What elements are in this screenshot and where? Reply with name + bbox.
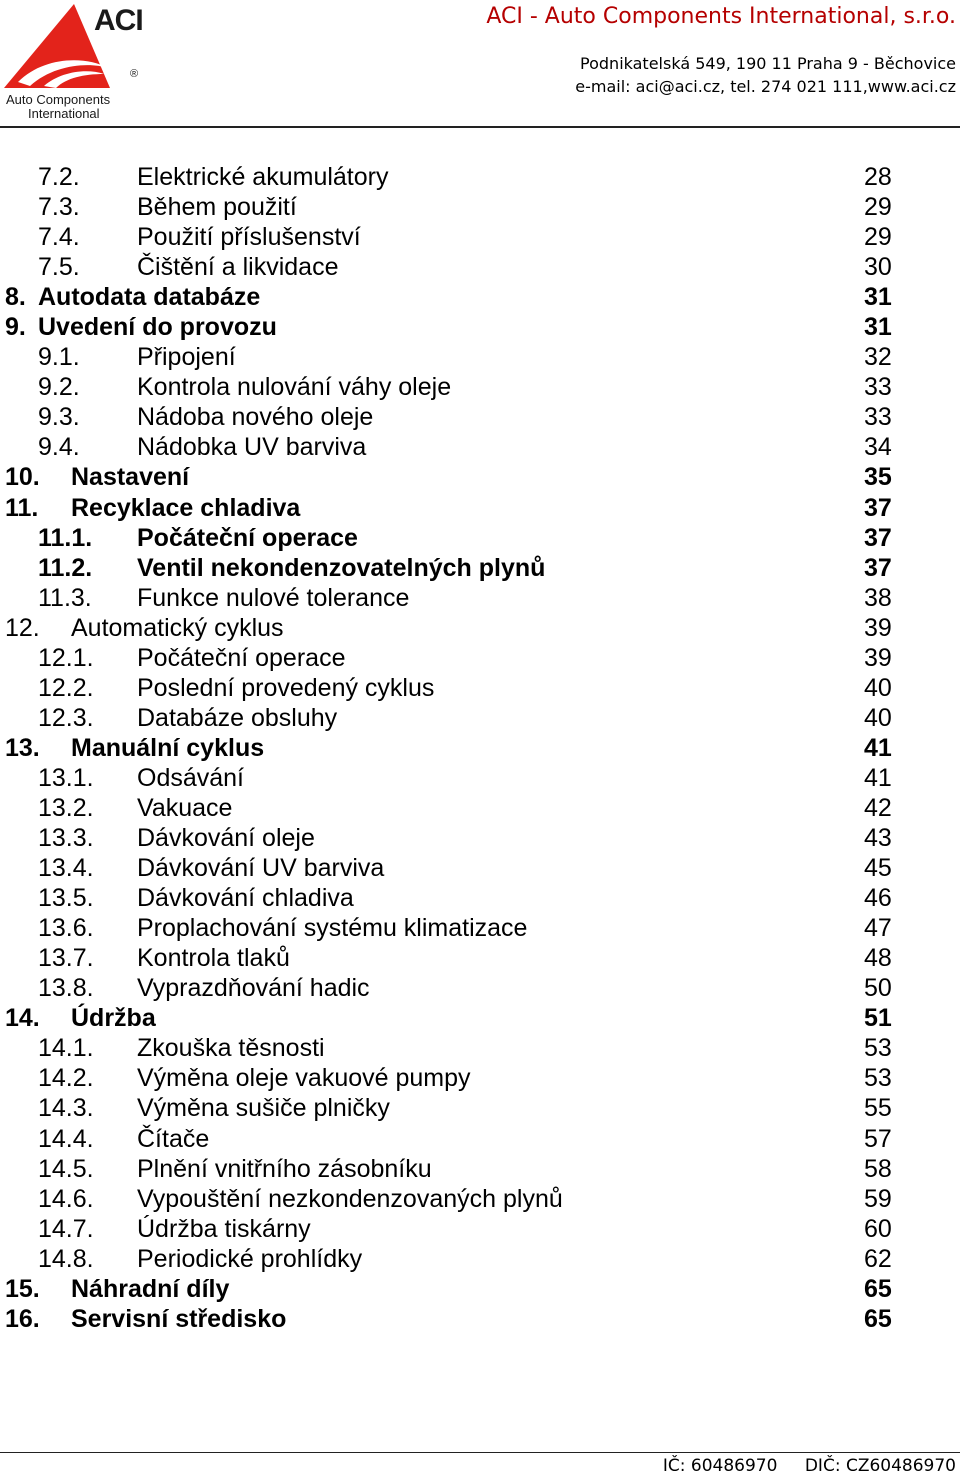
toc-entry-number: 14.5.	[38, 1154, 94, 1183]
toc-entry[interactable]	[0, 553, 960, 583]
aci-logo	[4, 2, 144, 122]
toc-entry-page: 41	[864, 733, 892, 762]
toc-entry-number: 13.7.	[38, 944, 94, 973]
toc-entry-number: 7.5.	[38, 253, 80, 282]
toc-entry[interactable]	[0, 1154, 960, 1184]
toc-entry-title: Servisní středisko	[71, 1304, 287, 1333]
toc-entry-page: 39	[864, 613, 892, 642]
toc-entry[interactable]	[0, 1033, 960, 1063]
toc-entry-number: 14.4.	[38, 1124, 94, 1153]
toc-entry[interactable]	[0, 1244, 960, 1274]
toc-entry-page: 29	[864, 193, 892, 222]
toc-entry-title: Kontrola tlaků	[137, 944, 290, 973]
toc-entry-number: 12.	[5, 613, 40, 642]
toc-entry[interactable]	[0, 1093, 960, 1123]
toc-entry-title: Ventil nekondenzovatelných plynů	[137, 553, 546, 582]
toc-entry[interactable]	[0, 793, 960, 823]
toc-entry-title: Dávkování chladiva	[137, 884, 354, 913]
toc-entry-title: Autodata databáze	[38, 283, 261, 312]
logo-subtitle-2: International	[28, 106, 100, 121]
toc-entry-number: 13.1.	[38, 763, 94, 792]
toc-entry-title: Použití příslušenství	[137, 223, 361, 252]
toc-entry[interactable]	[0, 643, 960, 673]
toc-entry-page: 45	[864, 854, 892, 883]
toc-entry[interactable]	[0, 402, 960, 432]
toc-entry-title: Náhradní díly	[71, 1274, 230, 1303]
toc-entry-number: 12.3.	[38, 703, 94, 732]
toc-entry[interactable]	[0, 583, 960, 613]
toc-entry-number: 12.1.	[38, 643, 94, 672]
toc-entry[interactable]	[0, 1304, 960, 1334]
toc-entry-page: 59	[864, 1184, 892, 1213]
toc-entry[interactable]	[0, 973, 960, 1003]
toc-entry[interactable]	[0, 282, 960, 312]
toc-entry[interactable]	[0, 853, 960, 883]
toc-entry-number: 13.	[5, 733, 40, 762]
toc-entry-page: 51	[864, 1004, 892, 1033]
toc-entry[interactable]	[0, 312, 960, 342]
toc-entry-title: Odsávání	[137, 763, 245, 792]
toc-entry-page: 31	[864, 313, 892, 342]
toc-entry-title: Manuální cyklus	[71, 733, 265, 762]
toc-entry-number: 13.8.	[38, 974, 94, 1003]
toc-entry-page: 30	[864, 253, 892, 282]
toc-entry-number: 9.1.	[38, 343, 80, 372]
toc-entry-title: Čítače	[137, 1124, 210, 1153]
toc-entry-title: Databáze obsluhy	[137, 703, 338, 732]
toc-entry-title: Počáteční operace	[137, 643, 346, 672]
toc-entry-page: 41	[864, 763, 892, 792]
toc-entry-title: Funkce nulové tolerance	[137, 583, 410, 612]
footer-divider	[0, 1452, 960, 1453]
toc-entry-title: Zkouška těsnosti	[137, 1034, 325, 1063]
toc-entry-title: Automatický cyklus	[71, 613, 284, 642]
toc-entry-page: 29	[864, 223, 892, 252]
header-divider	[0, 126, 960, 128]
toc-entry-page: 37	[864, 523, 892, 552]
company-contact: e-mail: aci@aci.cz, tel. 274 021 111,www.aci.cz	[575, 77, 956, 96]
toc-entry-page: 37	[864, 553, 892, 582]
toc-entry-number: 11.3.	[38, 583, 92, 612]
toc-entry-page: 65	[864, 1274, 892, 1303]
toc-entry-number: 13.6.	[38, 914, 94, 943]
toc-entry-title: Vyprazdňování hadic	[137, 974, 370, 1003]
toc-entry-title: Nastavení	[71, 463, 190, 492]
toc-entry-page: 50	[864, 974, 892, 1003]
toc-entry-page: 60	[864, 1214, 892, 1243]
toc-entry-number: 9.4.	[38, 433, 80, 462]
toc-entry-title: Periodické prohlídky	[137, 1244, 363, 1273]
toc-entry-title: Poslední provedený cyklus	[137, 673, 435, 702]
toc-entry[interactable]	[0, 913, 960, 943]
toc-entry[interactable]	[0, 342, 960, 372]
toc-entry-page: 37	[864, 493, 892, 522]
logo-brand: ACI	[94, 4, 143, 37]
toc-entry-page: 40	[864, 703, 892, 732]
toc-entry[interactable]	[0, 1184, 960, 1214]
toc-entry[interactable]	[0, 1274, 960, 1304]
toc-entry-page: 33	[864, 403, 892, 432]
toc-entry-number: 9.3.	[38, 403, 80, 432]
toc-entry-title: Dávkování UV barviva	[137, 854, 385, 883]
toc-entry-number: 14.6.	[38, 1184, 94, 1213]
toc-entry-number: 14.7.	[38, 1214, 94, 1243]
toc-entry-title: Vypouštění nezkondenzovaných plynů	[137, 1184, 563, 1213]
table-of-contents	[0, 162, 960, 1334]
toc-entry[interactable]	[0, 222, 960, 252]
toc-entry-title: Výměna sušiče plničky	[137, 1094, 390, 1123]
toc-entry-number: 14.8.	[38, 1244, 94, 1273]
toc-entry[interactable]	[0, 1124, 960, 1154]
toc-entry[interactable]	[0, 703, 960, 733]
toc-entry-title: Připojení	[137, 343, 236, 372]
toc-entry-title: Recyklace chladiva	[71, 493, 301, 522]
toc-entry[interactable]	[0, 883, 960, 913]
toc-entry-page: 53	[864, 1064, 892, 1093]
toc-entry-title: Kontrola nulování váhy oleje	[137, 373, 452, 402]
toc-entry-page: 34	[864, 433, 892, 462]
toc-entry-number: 9.	[5, 313, 26, 342]
company-address: Podnikatelská 549, 190 11 Praha 9 - Běchovice	[580, 54, 956, 73]
toc-entry[interactable]	[0, 192, 960, 222]
toc-entry-number: 15.	[5, 1274, 40, 1303]
toc-entry[interactable]	[0, 1214, 960, 1244]
toc-entry-page: 38	[864, 583, 892, 612]
toc-entry-title: Plnění vnitřního zásobníku	[137, 1154, 432, 1183]
toc-entry-page: 39	[864, 643, 892, 672]
registered-mark: ®	[130, 68, 139, 80]
toc-entry[interactable]	[0, 162, 960, 192]
toc-entry-page: 57	[864, 1124, 892, 1153]
toc-entry[interactable]	[0, 432, 960, 462]
toc-entry-page: 32	[864, 343, 892, 372]
toc-entry[interactable]	[0, 1063, 960, 1093]
toc-entry[interactable]	[0, 1003, 960, 1033]
toc-entry-title: Čištění a likvidace	[137, 253, 339, 282]
toc-entry-number: 16.	[5, 1304, 40, 1333]
toc-entry-page: 58	[864, 1154, 892, 1183]
toc-entry-number: 13.2.	[38, 793, 94, 822]
toc-entry-title: Proplachování systému klimatizace	[137, 914, 528, 943]
toc-entry-title: Výměna oleje vakuové pumpy	[137, 1064, 471, 1093]
toc-entry[interactable]	[0, 823, 960, 853]
toc-entry-number: 7.4.	[38, 223, 80, 252]
toc-entry-title: Během použití	[137, 193, 297, 222]
toc-entry[interactable]	[0, 252, 960, 282]
toc-entry-page: 48	[864, 944, 892, 973]
toc-entry-page: 40	[864, 673, 892, 702]
page-header	[0, 0, 960, 128]
toc-entry-number: 11.	[5, 493, 39, 522]
toc-entry-number: 11.2.	[38, 553, 93, 582]
toc-entry-page: 53	[864, 1034, 892, 1063]
toc-entry-page: 62	[864, 1244, 892, 1273]
toc-entry[interactable]	[0, 673, 960, 703]
toc-entry-number: 14.2.	[38, 1064, 94, 1093]
toc-entry-page: 43	[864, 824, 892, 853]
toc-entry-page: 35	[864, 463, 892, 492]
company-id: IČ: 60486970	[662, 1456, 778, 1476]
toc-entry-number: 13.4.	[38, 854, 94, 883]
company-name: ACI - Auto Components International, s.r.o.	[486, 4, 956, 29]
toc-entry-page: 33	[864, 373, 892, 402]
toc-entry-title: Vakuace	[137, 793, 233, 822]
toc-entry[interactable]	[0, 613, 960, 643]
toc-entry-number: 12.2.	[38, 673, 94, 702]
company-vat-id: DIČ: CZ60486970	[804, 1456, 956, 1476]
toc-entry-page: 42	[864, 793, 892, 822]
toc-entry-number: 10.	[5, 463, 40, 492]
toc-entry-title: Údržba	[71, 1004, 156, 1033]
toc-entry-number: 14.	[5, 1004, 40, 1033]
toc-entry[interactable]	[0, 763, 960, 793]
toc-entry-number: 13.3.	[38, 824, 94, 853]
toc-entry[interactable]	[0, 372, 960, 402]
toc-entry-number: 11.1.	[38, 523, 93, 552]
toc-entry-title: Elektrické akumulátory	[137, 163, 389, 191]
toc-entry[interactable]	[0, 462, 960, 492]
toc-entry-number: 7.2.	[38, 163, 80, 191]
toc-entry-number: 14.1.	[38, 1034, 94, 1063]
toc-entry-title: Nádoba nového oleje	[137, 403, 374, 432]
toc-entry-page: 47	[864, 914, 892, 943]
toc-entry[interactable]	[0, 733, 960, 763]
toc-entry-title: Nádobka UV barviva	[137, 433, 367, 462]
toc-entry-number: 13.5.	[38, 884, 94, 913]
toc-entry[interactable]	[0, 523, 960, 553]
toc-entry-page: 65	[864, 1304, 892, 1333]
toc-entry-page: 55	[864, 1094, 892, 1123]
toc-entry-page: 28	[864, 163, 892, 191]
toc-entry[interactable]	[0, 943, 960, 973]
toc-entry-page: 46	[864, 884, 892, 913]
logo-subtitle-1: Auto Components	[6, 92, 111, 107]
toc-entry-number: 7.3.	[38, 193, 80, 222]
toc-entry-title: Uvedení do provozu	[38, 313, 277, 342]
toc-entry-title: Údržba tiskárny	[137, 1214, 311, 1243]
toc-entry-title: Počáteční operace	[137, 523, 358, 552]
toc-entry-number: 9.2.	[38, 373, 80, 402]
toc-entry-number: 8.	[5, 283, 26, 312]
toc-entry-title: Dávkování oleje	[137, 824, 315, 853]
toc-entry-page: 31	[864, 283, 892, 312]
page-footer	[641, 1456, 956, 1476]
toc-entry[interactable]	[0, 493, 960, 523]
toc-entry-number: 14.3.	[38, 1094, 94, 1123]
